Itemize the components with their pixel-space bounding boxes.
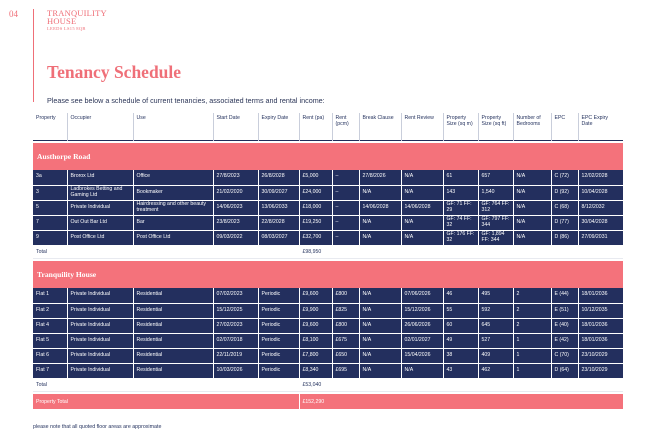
table-cell: Flat 4 <box>33 318 67 333</box>
brand-line-1: TRANQUILITY <box>47 8 107 18</box>
table-cell: N/A <box>359 288 401 303</box>
table-cell: 18/01/2036 <box>578 318 623 333</box>
table-cell: Periodic <box>258 333 299 348</box>
table-cell: C (70) <box>551 348 578 363</box>
table-cell: 22/8/2028 <box>258 215 299 230</box>
table-cell: GF: 71 FF: 29 <box>443 200 478 215</box>
table-cell: Brorox Ltd <box>67 170 133 185</box>
table-cell: £5,000 <box>299 170 332 185</box>
table-cell: Residential <box>133 318 213 333</box>
table-cell: Bar <box>133 215 213 230</box>
table-cell: D (86) <box>551 230 578 245</box>
table-cell: 15/04/2026 <box>401 348 443 363</box>
table-cell: £8,100 <box>299 333 332 348</box>
table-row <box>33 215 623 230</box>
table-cell: Private Individual <box>67 288 133 303</box>
table-cell: 61 <box>443 170 478 185</box>
table-row <box>33 170 623 185</box>
table-row <box>33 288 623 303</box>
table-cell: 9 <box>33 230 67 245</box>
col-header: EPC <box>551 113 578 140</box>
table-cell: 3 <box>33 185 67 200</box>
table-cell: 27/8/2023 <box>213 170 258 185</box>
table-cell: 02/01/2027 <box>401 333 443 348</box>
table-cell: 645 <box>478 318 513 333</box>
col-header: EPC Expiry Date <box>578 113 623 140</box>
table-cell: £8,340 <box>299 363 332 378</box>
table-cell: 7 <box>33 215 67 230</box>
table-cell: 30/09/2027 <box>258 185 299 200</box>
table-cell: Private Individual <box>67 303 133 318</box>
table-cell: 3a <box>33 170 67 185</box>
section-total-row <box>33 378 623 391</box>
table-cell: GF: 764 FF: 312 <box>478 200 513 215</box>
property-total-row <box>33 394 623 409</box>
tenancy-table <box>33 113 623 409</box>
table-cell: Residential <box>133 303 213 318</box>
section-header-row <box>33 261 623 288</box>
table-cell: Periodic <box>258 303 299 318</box>
table-cell: 27/02/2023 <box>213 318 258 333</box>
brand-address: LEEDS LS15 8QB <box>47 26 86 31</box>
table-cell: Flat 2 <box>33 303 67 318</box>
table-cell: 30/04/2028 <box>578 215 623 230</box>
table-cell: Periodic <box>258 348 299 363</box>
table-cell: Hairdressing and other beauty treatment <box>133 200 213 215</box>
table-cell: 527 <box>478 333 513 348</box>
table-cell: £800 <box>332 288 359 303</box>
table-cell: – <box>332 200 359 215</box>
table-cell: C (68) <box>551 200 578 215</box>
table-cell: 592 <box>478 303 513 318</box>
total-label: Total <box>33 378 299 391</box>
table-cell: Post Office Ltd <box>67 230 133 245</box>
table-cell: £675 <box>332 333 359 348</box>
table-cell: 08/03/2027 <box>258 230 299 245</box>
table-cell: N/A <box>401 215 443 230</box>
section-title: Tranquility House <box>33 261 623 288</box>
table-cell: GF: 1,894 FF: 344 <box>478 230 513 245</box>
col-header: Rent Review <box>401 113 443 140</box>
table-cell: 15/12/2026 <box>401 303 443 318</box>
table-cell: N/A <box>359 333 401 348</box>
table-cell: – <box>332 185 359 200</box>
table-cell: £7,800 <box>299 348 332 363</box>
table-cell: 2 <box>513 303 551 318</box>
table-cell: 23/10/2029 <box>578 363 623 378</box>
col-header: Use <box>133 113 213 140</box>
table-cell: Periodic <box>258 318 299 333</box>
table-cell: £9,600 <box>299 288 332 303</box>
brand-line-2: HOUSE <box>47 16 77 26</box>
table-cell: Flat 5 <box>33 333 67 348</box>
table-cell: – <box>332 215 359 230</box>
section-total-row <box>33 245 623 258</box>
table-cell: C (72) <box>551 170 578 185</box>
table-cell: 10/12/2035 <box>578 303 623 318</box>
footnote: please note that all quoted floor areas are approximate <box>33 424 162 430</box>
table-cell: Flat 1 <box>33 288 67 303</box>
table-cell: 23/10/2029 <box>578 348 623 363</box>
table-cell: Ladbrokes Betting and Gaming Ltd <box>67 185 133 200</box>
table-cell: N/A <box>401 230 443 245</box>
table-row <box>33 348 623 363</box>
table-cell: E (51) <box>551 303 578 318</box>
table-cell: Bookmaker <box>133 185 213 200</box>
table-cell: D (64) <box>551 363 578 378</box>
table-cell: N/A <box>359 215 401 230</box>
table-cell: £825 <box>332 303 359 318</box>
table-cell: 49 <box>443 333 478 348</box>
table-cell: 14/06/2023 <box>213 200 258 215</box>
table-cell: Private Individual <box>67 318 133 333</box>
table-cell: 18/01/2036 <box>578 333 623 348</box>
table-cell: GF: 74 FF: 32 <box>443 215 478 230</box>
col-header: Property Size (sq ft) <box>478 113 513 140</box>
brand-logo <box>47 9 107 32</box>
table-cell: – <box>332 170 359 185</box>
table-cell: 143 <box>443 185 478 200</box>
table-header-row <box>33 113 623 140</box>
table-cell: Periodic <box>258 288 299 303</box>
table-cell: 26/8/2028 <box>258 170 299 185</box>
table-cell: 5 <box>33 200 67 215</box>
col-header: Occupier <box>67 113 133 140</box>
col-header: Property <box>36 115 56 121</box>
table-cell: 22/11/2019 <box>213 348 258 363</box>
table-cell: 18/01/2036 <box>578 288 623 303</box>
table-cell: 07/06/2026 <box>401 288 443 303</box>
intro-text: Please see below a schedule of current tenancies, associated terms and rental income: <box>47 96 325 105</box>
table-cell: Private Individual <box>67 363 133 378</box>
table-cell: 23/8/2023 <box>213 215 258 230</box>
table-cell: 495 <box>478 288 513 303</box>
total-value: £98,950 <box>299 245 623 258</box>
table-cell: N/A <box>513 170 551 185</box>
table-cell: Post Office Ltd <box>133 230 213 245</box>
table-cell: £32,700 <box>299 230 332 245</box>
table-cell: N/A <box>513 215 551 230</box>
col-header: Number of Bedrooms <box>513 113 551 140</box>
col-header: Rent (pa) <box>299 113 332 140</box>
table-cell: Residential <box>133 333 213 348</box>
table-cell: Out Out Bar Ltd <box>67 215 133 230</box>
table-row <box>33 200 623 215</box>
table-cell: N/A <box>513 230 551 245</box>
col-header: Rent (pcm) <box>332 113 359 140</box>
table-cell: 27/8/2026 <box>359 170 401 185</box>
table-cell: 07/02/2023 <box>213 288 258 303</box>
table-cell: Flat 7 <box>33 363 67 378</box>
table-cell: 1 <box>513 333 551 348</box>
table-cell: 26/06/2026 <box>401 318 443 333</box>
table-cell: 657 <box>478 170 513 185</box>
table-cell: E (42) <box>551 333 578 348</box>
table-cell: N/A <box>359 318 401 333</box>
table-cell: 1 <box>513 348 551 363</box>
col-header: Expiry Date <box>258 113 299 140</box>
table-cell: N/A <box>359 348 401 363</box>
table-row <box>33 318 623 333</box>
table-cell: Flat 6 <box>33 348 67 363</box>
table-cell: 46 <box>443 288 478 303</box>
table-cell: N/A <box>359 185 401 200</box>
table-cell: N/A <box>359 230 401 245</box>
table-cell: GF: 176 FF: 32 <box>443 230 478 245</box>
table-cell: £695 <box>332 363 359 378</box>
divider-line <box>33 9 34 102</box>
table-cell: GF: 797 FF: 344 <box>478 215 513 230</box>
table-cell: 10/03/2026 <box>213 363 258 378</box>
table-cell: £19,250 <box>299 215 332 230</box>
table-cell: E (40) <box>551 318 578 333</box>
table-cell: – <box>332 230 359 245</box>
table-cell: D (92) <box>551 185 578 200</box>
table-cell: 12/02/2028 <box>578 170 623 185</box>
table-cell: D (77) <box>551 215 578 230</box>
table-cell: Private Individual <box>67 333 133 348</box>
table-cell: N/A <box>359 363 401 378</box>
col-header: Start Date <box>213 113 258 140</box>
table-cell: Residential <box>133 348 213 363</box>
table-cell: N/A <box>359 303 401 318</box>
table-row <box>33 230 623 245</box>
table-cell: 2 <box>513 318 551 333</box>
table-cell: 02/07/2018 <box>213 333 258 348</box>
page-number: 04 <box>9 9 18 19</box>
table-body <box>33 140 623 409</box>
table-cell: N/A <box>401 185 443 200</box>
table-row <box>33 185 623 200</box>
table-cell: Private Individual <box>67 200 133 215</box>
table-cell: 14/06/2028 <box>359 200 401 215</box>
table-cell: E (44) <box>551 288 578 303</box>
property-total-label: Property Total <box>33 394 299 409</box>
table-row <box>33 363 623 378</box>
table-cell: N/A <box>401 170 443 185</box>
table-cell: £9,900 <box>299 303 332 318</box>
table-row <box>33 303 623 318</box>
property-total-value: £152,290 <box>299 394 623 409</box>
table-cell: £24,000 <box>299 185 332 200</box>
section-title: Austhorpe Road <box>33 143 623 170</box>
table-cell: Office <box>133 170 213 185</box>
table-cell: 60 <box>443 318 478 333</box>
table-cell: 1 <box>513 363 551 378</box>
total-value: £53,040 <box>299 378 623 391</box>
table-cell: 21/02/2020 <box>213 185 258 200</box>
table-cell: Residential <box>133 363 213 378</box>
table-cell: 2 <box>513 288 551 303</box>
table-cell: 27/09/2031 <box>578 230 623 245</box>
table-cell: Residential <box>133 288 213 303</box>
table-cell: 14/06/2028 <box>401 200 443 215</box>
table-cell: £800 <box>332 318 359 333</box>
table-cell: Private Individual <box>67 348 133 363</box>
table-cell: £9,600 <box>299 318 332 333</box>
col-header: Property Size (sq m) <box>443 113 478 140</box>
page-title: Tenancy Schedule <box>47 62 182 82</box>
table-cell: £650 <box>332 348 359 363</box>
table-cell: £18,000 <box>299 200 332 215</box>
table-cell: 13/06/2033 <box>258 200 299 215</box>
table-cell: Periodic <box>258 363 299 378</box>
total-label: Total <box>33 245 299 258</box>
table-cell: 409 <box>478 348 513 363</box>
table-cell: 55 <box>443 303 478 318</box>
table-cell: 38 <box>443 348 478 363</box>
table-cell: N/A <box>513 185 551 200</box>
table-cell: 15/12/2025 <box>213 303 258 318</box>
table-cell: 09/03/2022 <box>213 230 258 245</box>
col-header: Break Clause <box>359 113 401 140</box>
table-cell: 10/04/2028 <box>578 185 623 200</box>
table-cell: 1,540 <box>478 185 513 200</box>
table-cell: 43 <box>443 363 478 378</box>
table-cell: 462 <box>478 363 513 378</box>
table-cell: N/A <box>401 363 443 378</box>
table-cell: N/A <box>513 200 551 215</box>
table-cell: 8/12/2032 <box>578 200 623 215</box>
table-row <box>33 333 623 348</box>
section-header-row <box>33 143 623 170</box>
